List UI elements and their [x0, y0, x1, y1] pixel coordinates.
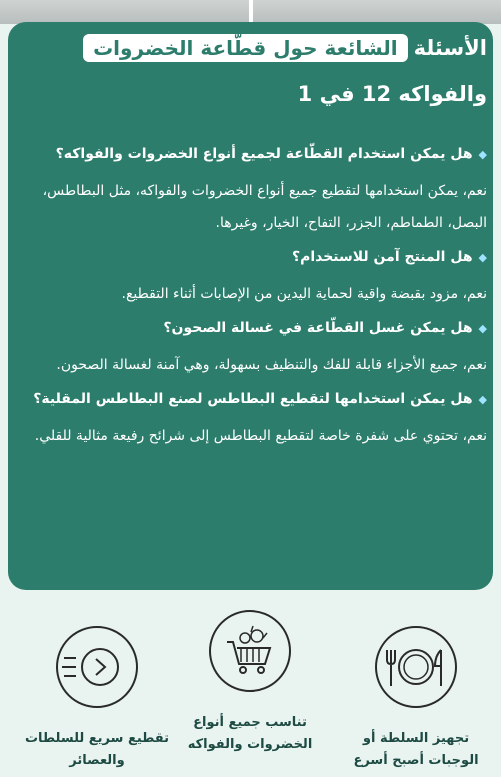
features-row: [0, 598, 501, 777]
basket-vegetables-icon: [209, 610, 291, 692]
feature-quick-meals: [341, 626, 491, 772]
faq-item: [19, 142, 487, 239]
faq-item: [19, 245, 487, 310]
title-boxed: الشائعة حول قطّاعة الخضروات: [83, 34, 408, 62]
diamond-bullet-icon: ◆: [478, 148, 487, 161]
diamond-bullet-icon: ◆: [478, 251, 487, 264]
faq-question: ◆هل يمكن غسل القطّاعة في غسالة الصحون؟: [163, 320, 487, 336]
feature-label: تقطيع سريع للسلطات والعصائر: [24, 731, 170, 768]
faq-item: [19, 316, 487, 381]
faq-answer: نعم، يمكن استخدامها لتقطيع جميع أنواع الخضروات والفواكه، مثل البطاطس، البصل، الطماطم، الجزر، التفاح، الخيار، وغيرها.: [42, 183, 487, 231]
fast-timer-icon: [56, 626, 138, 708]
feature-label: تجهيز السلطة أو الوجبات أصبح أسرع: [353, 731, 479, 768]
faq-answer: نعم، مزود بقبضة واقية لحماية اليدين من الإصابات أثناء التقطيع.: [121, 286, 487, 302]
title-line2: والفواكه 12 في 1: [297, 82, 487, 106]
feature-fast-cutting: [22, 626, 172, 772]
faq-answer: نعم، تحتوي على شفرة خاصة لتقطيع البطاطس إلى شرائح رفيعة مثالية للقلي.: [34, 428, 487, 444]
faq-title: [27, 30, 487, 106]
faq-question: ◆هل يمكن استخدامها لتقطيع البطاطس لصنع البطاطس المقلية؟: [33, 391, 487, 407]
product-photo: [0, 0, 253, 24]
faq-list: [19, 142, 487, 458]
faq-answer: نعم، جميع الأجزاء قابلة للفك والتنظيف بسهولة، وهي آمنة لغسالة الصحون.: [56, 357, 487, 373]
title-part1: الأسئلة: [413, 36, 487, 60]
diamond-bullet-icon: ◆: [478, 393, 487, 406]
feature-all-produce: [175, 610, 325, 756]
faq-question: ◆هل يمكن استخدام القطّاعة لجميع أنواع الخضروات والفواكه؟: [55, 146, 487, 162]
feature-label: تناسب جميع أنواع الخضروات والفواكه: [187, 715, 313, 752]
diamond-bullet-icon: ◆: [478, 322, 487, 335]
faq-question: ◆هل المنتج آمن للاستخدام؟: [291, 249, 487, 265]
faq-item: [19, 387, 487, 452]
plate-cutlery-icon: [375, 626, 457, 708]
top-image-strip: [0, 0, 501, 24]
product-photo: [253, 0, 501, 24]
